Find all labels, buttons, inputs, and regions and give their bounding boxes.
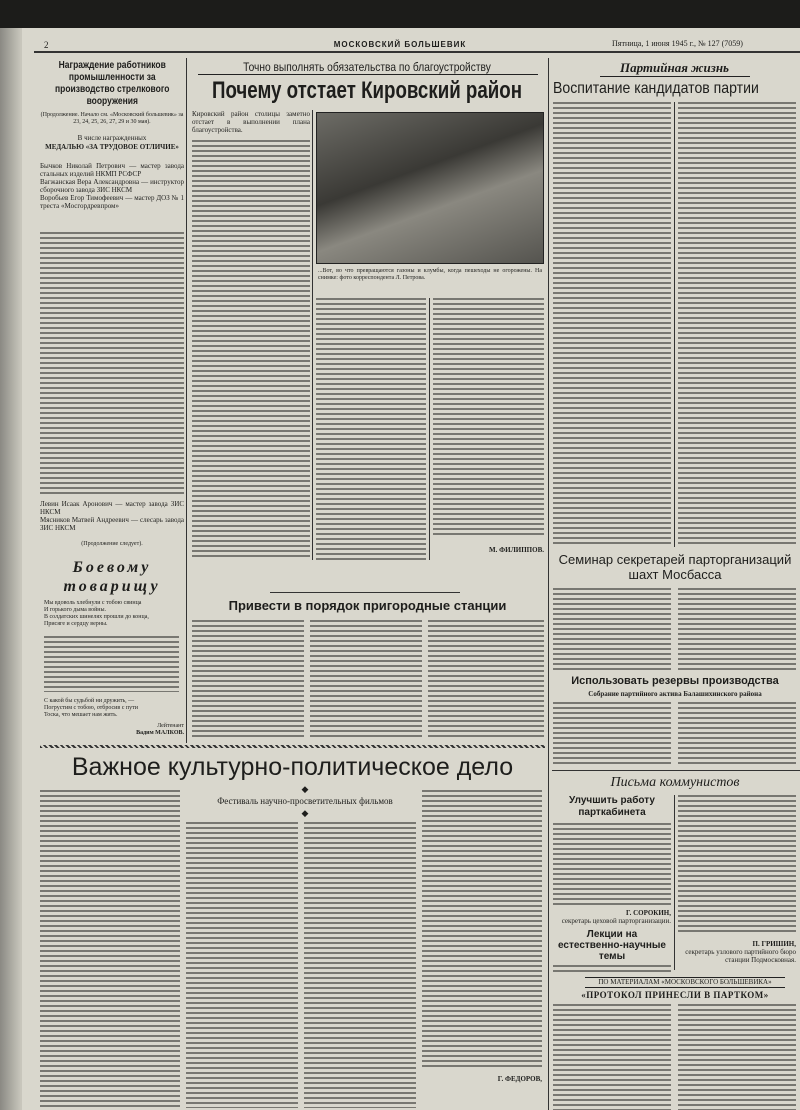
awards-among: В числе награжденных [77, 134, 147, 142]
rubric-rule [600, 76, 750, 77]
award-name: Бычков Николай Петрович — мастер завода стальных изделий НКМП РСФСР [40, 162, 184, 178]
continued-note: (Продолжение следует). [81, 541, 143, 547]
signature-name: Вадим МАЛКОВ. [136, 730, 184, 736]
letter3-role: секретарь узлового партийного бюро станции Подмосковная. [685, 948, 796, 964]
letter3-text [678, 795, 796, 935]
seminar-headline: Семинар секретарей парторганизаций шахт Мосбасса [558, 552, 792, 582]
article-text [192, 140, 310, 558]
poem-text [44, 636, 179, 692]
newspaper-name: МОСКОВСКИЙ БОЛЬШЕВИК [333, 40, 467, 49]
issue-date: Пятница, 1 июня 1945 г., № 127 (7059) [612, 39, 743, 48]
article-lead: Кировский район столицы заметно отстает в выполнении плана благоустройства. [192, 110, 310, 134]
letter1-headline: Улучшить работу парткабинета [569, 795, 655, 818]
wavy-rule [40, 745, 545, 748]
candidates-text [553, 102, 671, 547]
masthead-rule [34, 51, 800, 53]
column-rule [186, 58, 187, 743]
poem-line: С какой бы судьбой ни дружить, — [44, 698, 135, 704]
letter1-text [553, 823, 671, 907]
street-photo [316, 112, 544, 264]
article-headline: Почему отстает Кировский район [211, 77, 523, 104]
reserves-text [553, 702, 671, 766]
festival-text [40, 790, 180, 1108]
rubric-party-life: Партийная жизнь [619, 60, 729, 75]
poem-line: В солдатских шинелях прошли до конца, [44, 614, 149, 620]
medal-title: МЕДАЛЬЮ «ЗА ТРУДОВОЕ ОТЛИЧИЕ» [45, 143, 179, 151]
award-name: Вагжанская Вера Александровна — инструктор сборочного завода ЗИС НКСМ [40, 178, 184, 194]
protocol-text [678, 1004, 796, 1110]
section-rule [552, 770, 800, 771]
article-signature: М. ФИЛИППОВ. [489, 546, 544, 554]
letter2-headline: Лекции на естественно-научные темы [558, 929, 666, 962]
ornament-diamond: ◆ [301, 784, 309, 794]
seminar-text [678, 588, 796, 672]
seminar-text [553, 588, 671, 672]
stations-text [428, 620, 544, 738]
festival-text [422, 790, 542, 1070]
festival-headline: Важное культурно-политическое дело [71, 753, 514, 781]
letter2-text [553, 965, 671, 973]
award-name: Левин Исаак Аронович — мастер завода ЗИС НКСМ [40, 500, 184, 516]
award-list-text [40, 232, 184, 496]
letter3-signature: П. ГРИШИН, [752, 940, 796, 948]
column-rule [674, 102, 675, 547]
reserves-headline: Использовать резервы производства [571, 675, 779, 687]
signature-rank: Лейтенант [157, 723, 184, 729]
stations-text [192, 620, 304, 738]
kicker-rule [198, 74, 538, 75]
column-rule [548, 58, 549, 1110]
awards-intro: (Продолжение. Начало см. «Московский большевик» за 23, 24, 25, 26, 27, 29 и 30 мая). [40, 112, 184, 125]
poem-line: Присяге и сердцу верны. [44, 621, 108, 627]
festival-text [186, 822, 298, 1108]
awards-headline: Награждение работников промышленности за производство стрелкового вооружения [55, 60, 170, 107]
letters-rubric: Письма коммунистов [610, 775, 740, 790]
award-name: Мясников Матвей Андреевич — слесарь завода ЗИС НКСМ [40, 516, 184, 532]
reserves-subheadline: Собрание партийного актива Балашихинского района [588, 690, 762, 698]
candidates-headline: Воспитание кандидатов партии [553, 80, 759, 97]
stations-text [310, 620, 422, 738]
poem-line: И горького дыма войны. [44, 607, 107, 613]
column-rule [312, 110, 313, 560]
candidates-text [678, 102, 796, 547]
article-text [316, 298, 426, 560]
festival-text [304, 822, 416, 1108]
materials-rubric: ПО МАТЕРИАЛАМ «МОСКОВСКОГО БОЛЬШЕВИКА» [585, 977, 785, 988]
column-rule [429, 298, 430, 560]
festival-subheadline: Фестиваль научно-просветительных фильмов [217, 796, 393, 806]
letter1-role: секретарь цеховой парторганизации. [561, 917, 671, 925]
article-text [433, 298, 544, 538]
stations-headline: Привести в порядок пригородные станции [228, 598, 507, 613]
award-name: Воробьев Егор Тимофеевич — мастер ДОЗ № 1 треста «Мосгордревпром» [40, 194, 184, 210]
poem-title: Боевому товарищу [63, 559, 161, 595]
protocol-text [553, 1004, 671, 1110]
ornament-diamond: ◆ [301, 808, 309, 818]
protocol-headline: «ПРОТОКОЛ ПРИНЕСЛИ В ПАРТКОМ» [581, 990, 769, 1000]
poem-line: Тоска, что мешает нам жить. [44, 712, 118, 718]
letter1-signature: Г. СОРОКИН, [625, 909, 671, 917]
page-number: 2 [44, 40, 49, 50]
article-kicker: Точно выполнять обязательства по благоустройству [243, 60, 491, 74]
section-rule [270, 592, 460, 593]
festival-signature: Г. ФЕДОРОВ, [497, 1075, 542, 1083]
column-rule [674, 795, 675, 970]
photo-caption: ...Вот, во что превращаются газоны и клумбы, когда пешеходы не огорожены. На снимке: фото корреспондента Л. Петрова. [318, 268, 542, 281]
reserves-text [678, 702, 796, 766]
poem-line: Мы вдоволь хлебнули с тобою свинца [44, 600, 142, 606]
poem-line: Погрустим с тобою, отбросив с пути [44, 705, 138, 711]
